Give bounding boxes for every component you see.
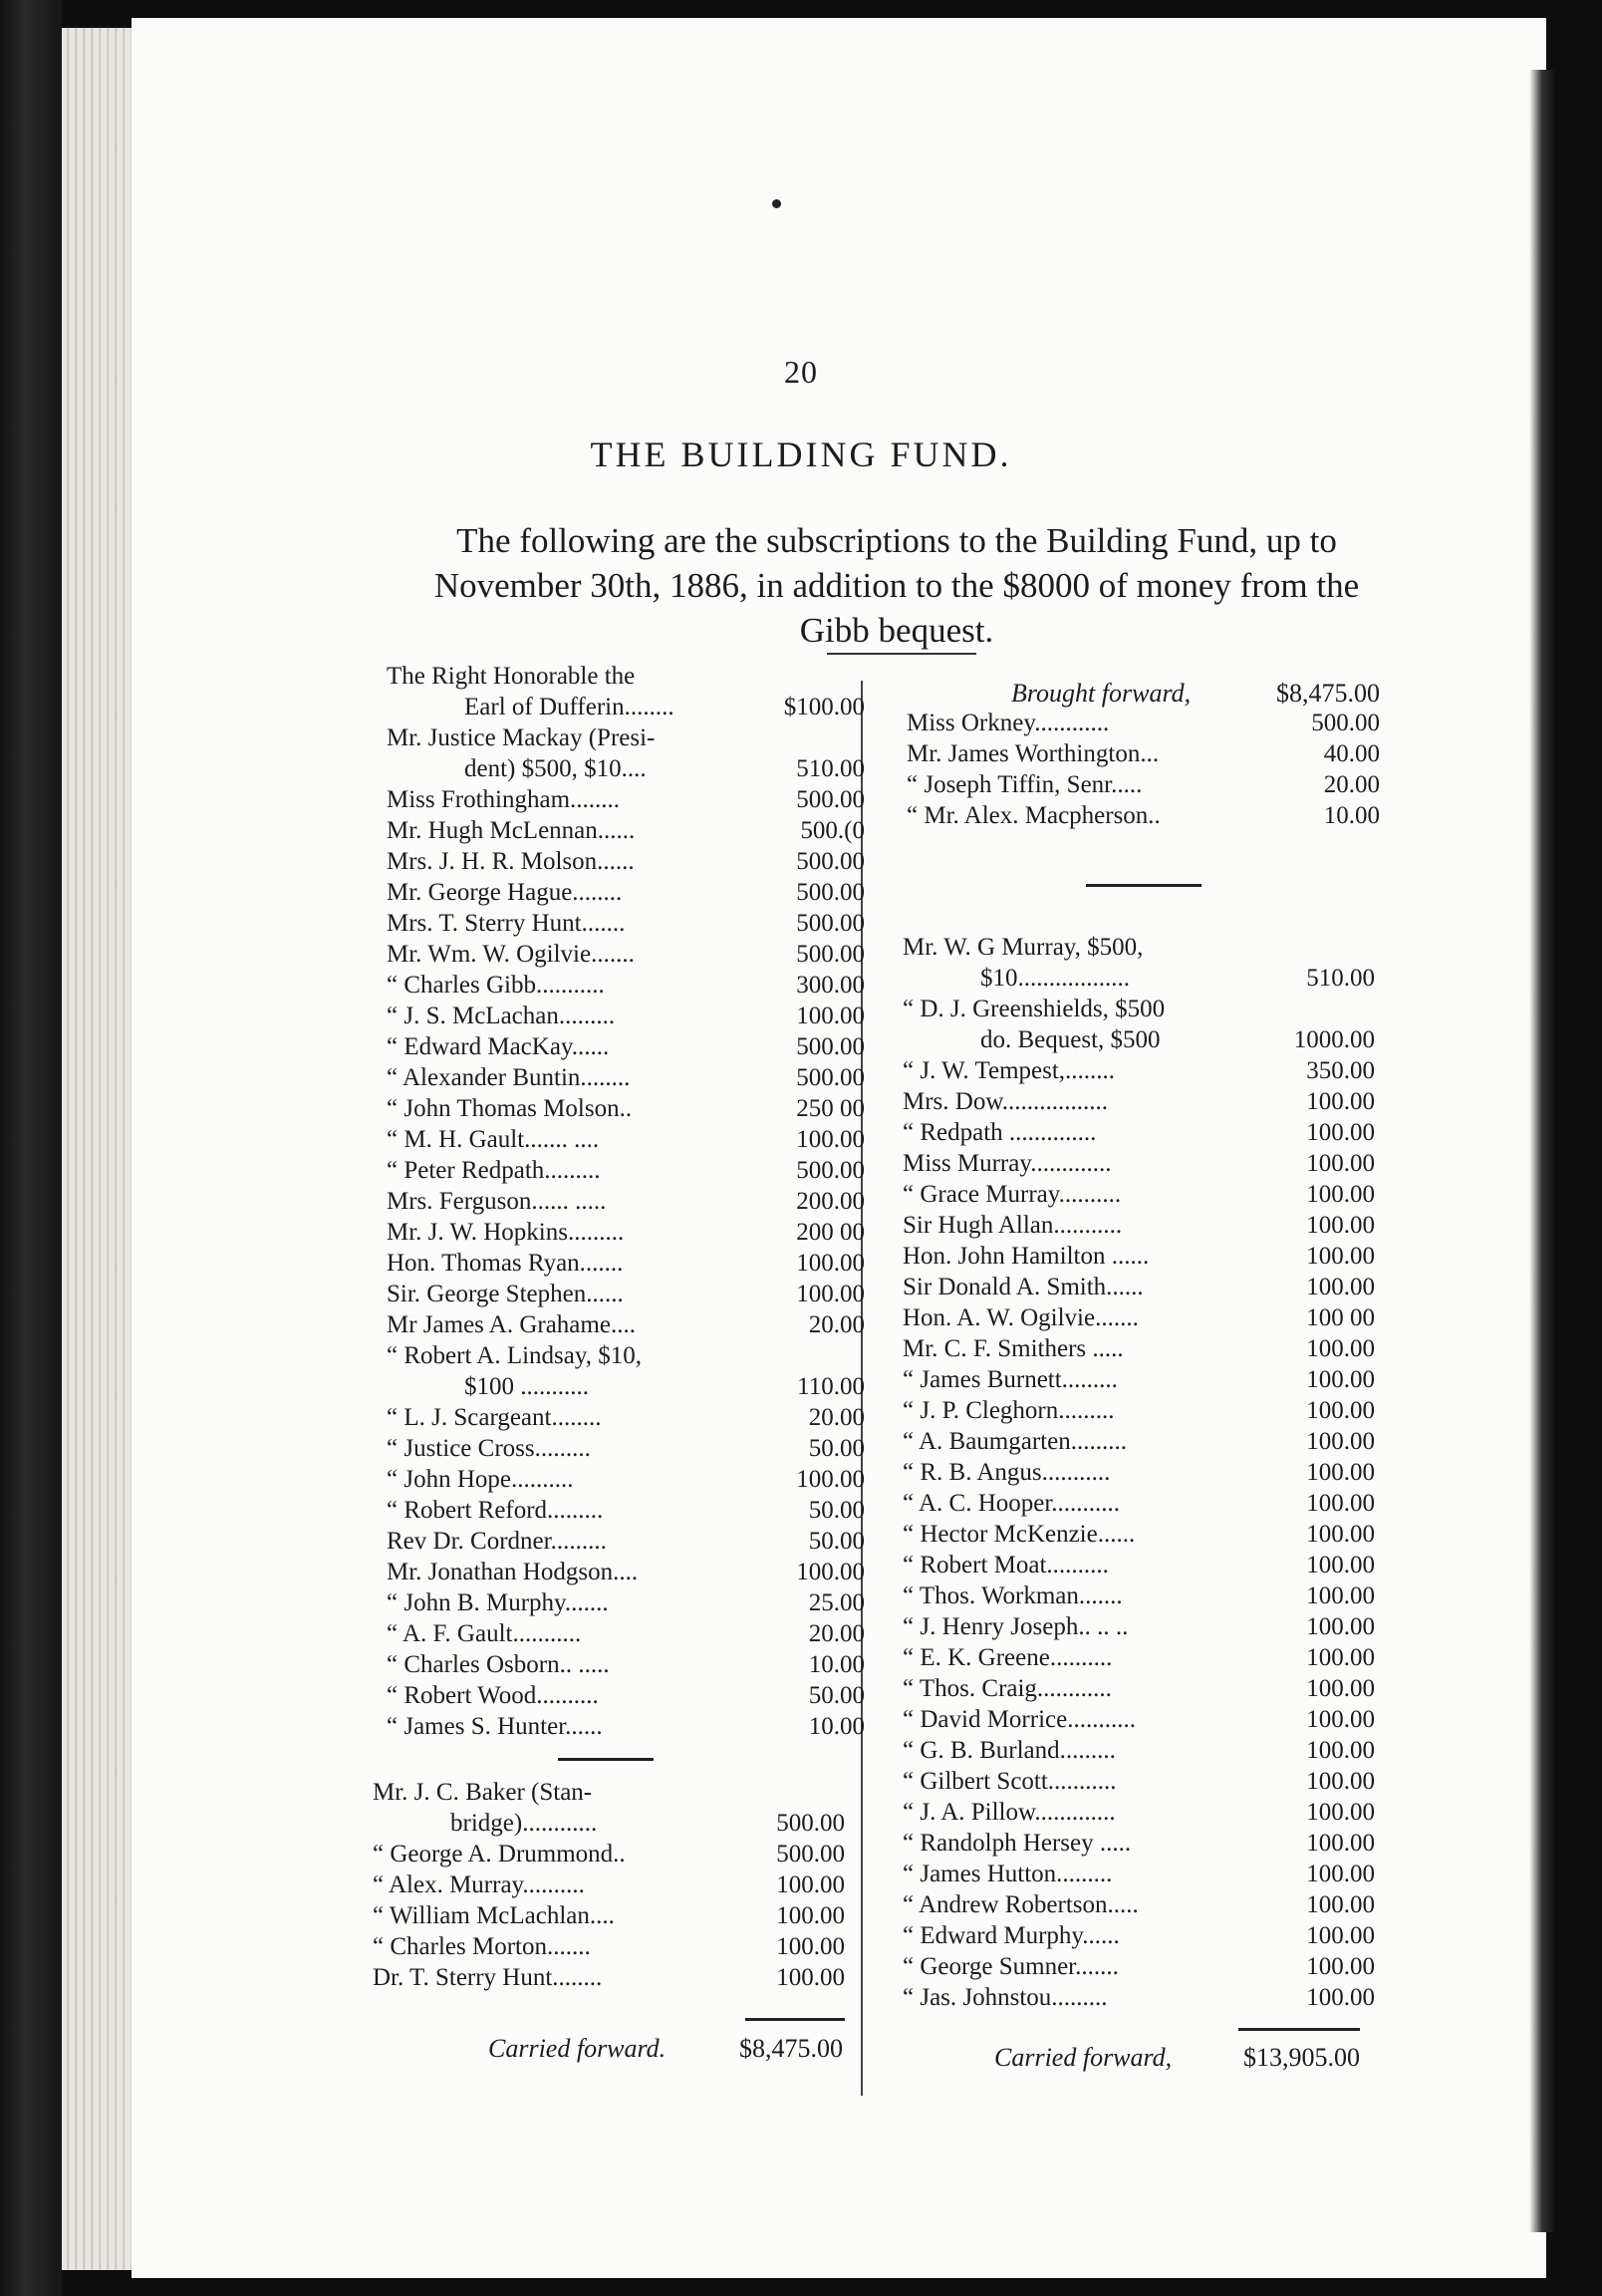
subscriber-name: dent) $500, $10.... [464,755,647,782]
subscriber-name: Mr. J. C. Baker (Stan- [373,1779,593,1806]
subscription-amount: 100.00 [1306,1644,1375,1671]
subscription-amount: 100.00 [1306,1088,1375,1115]
brought-forward-amount: $8,475.00 [1276,679,1380,708]
subscription-amount: 100.00 [796,1250,865,1277]
subscriber-name: “ J. A. Pillow............. [903,1799,1116,1826]
subscription-row [903,1519,1375,1550]
subscription-row [903,1210,1375,1241]
subscriber-name: “ Robert A. Lindsay, $10, [387,1342,642,1369]
subscriber-name: “ James Burnett......... [903,1366,1118,1393]
subscription-amount: 100.00 [1306,1706,1375,1733]
subscription-amount: 100.00 [1306,1922,1375,1949]
subscriber-name: Mr. C. F. Smithers ..... [903,1335,1124,1362]
subscriber-name: do. Bequest, $500 [980,1026,1161,1053]
subscription-row [903,1395,1375,1426]
subscriber-name: “ Edward Murphy...... [903,1922,1120,1949]
subscription-row [903,1673,1375,1704]
intro-rule [827,653,976,655]
subscription-amount: 100.00 [1306,1768,1375,1795]
subscriber-name: “ Robert Reford......... [387,1497,604,1524]
subscriber-name: Earl of Dufferin........ [464,694,674,720]
subscription-row [903,1797,1375,1828]
subscription-amount: 110.00 [797,1373,865,1400]
subscriber-name: “ John Hope.......... [387,1466,574,1493]
subscriber-name: “ Alex. Murray.......... [373,1871,585,1898]
subscription-row [907,708,1380,738]
subscriber-name: “ G. B. Burland......... [903,1737,1116,1764]
subscription-amount: 40.00 [1323,740,1380,767]
subscriber-name: “ Charles Morton....... [373,1933,591,1960]
subscription-amount: $100.00 [783,694,865,720]
subscriber-name: Mr. Jonathan Hodgson.... [387,1559,639,1585]
subscriber-name: “ E. K. Greene.......... [903,1644,1113,1671]
subscription-row [387,1309,865,1340]
subscriber-name: “ James S. Hunter...... [387,1713,603,1740]
gutter-shadow [1529,70,1557,2232]
subscriber-name: “ Edward MacKay...... [387,1033,610,1060]
subscriber-name: Mrs. Dow................. [903,1088,1109,1115]
subscriber-name: “ A. F. Gault........... [387,1620,582,1647]
subscription-amount: 100.00 [796,1003,865,1029]
subscriber-name: Dr. T. Sterry Hunt........ [373,1964,603,1991]
subscription-row [387,1186,865,1217]
subscription-row [387,1649,865,1680]
subscription-amount: 100.00 [796,1466,865,1493]
subscription-row [387,1124,865,1155]
subscription-amount: 50.00 [808,1528,865,1555]
subscription-amount: 100.00 [796,1126,865,1153]
subscription-row [387,1248,865,1279]
subscription-row [387,1062,865,1093]
subscription-amount: 100.00 [1306,1150,1375,1177]
subscription-row [907,800,1380,831]
carried-forward-label: Carried forward. [488,2034,667,2063]
subscription-row [387,1433,865,1464]
subscription-amount: 100.00 [1306,1953,1375,1980]
subscription-amount: 100.00 [1306,1613,1375,1640]
subscriber-name: Mr. W. G Murray, $500, [903,934,1144,961]
subscription-row [373,1962,845,1993]
page-number: 20 [784,354,818,390]
subscription-amount: 100.00 [1306,1830,1375,1857]
subscriber-name: “ J. Henry Joseph.. .. .. [903,1613,1129,1640]
left-section-rule [558,1758,654,1761]
subscriber-name: “ Jas. Johnstou......... [903,1984,1108,2011]
subscription-amount: 50.00 [808,1682,865,1709]
book-spine [0,0,62,2296]
subscriber-name: “ William McLachlan.... [373,1902,615,1929]
subscription-amount: 20.00 [808,1311,865,1338]
subscription-amount: 300.00 [796,972,865,999]
subscription-row [387,1031,865,1062]
subscription-amount: 100.00 [776,1902,845,1929]
subscriber-name: Mrs. T. Sterry Hunt....... [387,910,626,937]
subscription-amount: 100.00 [1306,1861,1375,1887]
subscription-row [373,1900,845,1931]
subscription-row [903,932,1375,963]
subscription-amount: 100.00 [776,1964,845,1991]
subscription-amount: 500.00 [796,1033,865,1060]
right-subscriptions-list-2 [903,932,1375,2013]
subscriber-name: “ Randolph Hersey ..... [903,1830,1132,1857]
carried-forward-amount: $13,905.00 [1243,2043,1360,2072]
subscription-amount: 100.00 [1306,1521,1375,1548]
subscriber-name: “ Joseph Tiffin, Senr..... [907,771,1143,798]
subscriber-name: “ James Hutton......... [903,1861,1113,1887]
subscription-amount: 100.00 [1306,1737,1375,1764]
left-subscriptions-list-2 [373,1777,845,1993]
subscriber-name: Sir. George Stephen...... [387,1281,624,1307]
subscription-row [903,1055,1375,1086]
subscriber-name: Miss Frothingham........ [387,786,621,813]
subscription-row [903,1550,1375,1580]
subscription-row [387,1155,865,1186]
subscription-row [373,1777,845,1808]
subscriber-name: “ A. Baumgarten......... [903,1428,1127,1455]
subscription-row [387,1340,865,1371]
subscription-amount: 100.00 [776,1871,845,1898]
subscription-row [373,1808,845,1839]
subscriber-name: “ George A. Drummond.. [373,1841,626,1867]
subscription-row [903,1859,1375,1889]
subscription-amount: 100 00 [1306,1304,1375,1331]
subscriber-name: Mr. J. W. Hopkins......... [387,1219,625,1246]
subscriber-name: “ Alexander Buntin........ [387,1064,631,1091]
subscriber-name: “ J. P. Cleghorn......... [903,1397,1115,1424]
subscription-row [903,1457,1375,1488]
subscription-amount: 25.00 [808,1589,865,1616]
brought-forward-label: Brought forward, [1011,679,1192,708]
subscription-row [903,1302,1375,1333]
subscriber-name: bridge)............ [450,1810,598,1837]
subscription-row [903,1735,1375,1766]
subscription-amount: 1000.00 [1293,1026,1375,1053]
subscription-amount: 100.00 [776,1933,845,1960]
subscription-amount: 100.00 [1306,1428,1375,1455]
subscriber-name: Mr. Hugh McLennan...... [387,817,636,844]
subscriber-name: Miss Orkney............ [907,710,1110,736]
subscription-amount: 350.00 [1306,1057,1375,1084]
subscription-amount: 100.00 [1306,1366,1375,1393]
subscription-row [387,846,865,877]
subscriber-name: “ L. J. Scargeant........ [387,1404,602,1431]
subscriber-name: Rev Dr. Cordner......... [387,1528,607,1555]
subscription-amount: 50.00 [808,1435,865,1462]
subscriber-name: Mr James A. Grahame.... [387,1311,636,1338]
subscription-row [907,769,1380,800]
subscription-row [387,877,865,908]
subscription-row [903,1426,1375,1457]
subscription-row [387,1371,865,1402]
subscription-amount: 500.00 [1311,710,1380,736]
right-brought-forward [1011,678,1380,709]
carried-forward-label: Carried forward, [994,2043,1173,2072]
subscription-amount: 100.00 [1306,1119,1375,1146]
subscription-row [903,1611,1375,1642]
right-section-rule [1086,884,1202,887]
subscriber-name: “ Charles Osborn.. ..... [387,1651,610,1678]
subscriber-name: “ Hector McKenzie...... [903,1521,1136,1548]
subscription-row [387,1618,865,1649]
subscription-row [903,1024,1375,1055]
subscription-row [387,1402,865,1433]
subscriber-name: “ A. C. Hooper........... [903,1490,1121,1517]
subscription-row [387,1464,865,1495]
subscription-amount: 500.00 [796,1157,865,1184]
subscription-row [903,1766,1375,1797]
subscriber-name: Mr. George Hague........ [387,879,623,906]
subscription-row [903,1272,1375,1302]
subscription-amount: 200.00 [796,1188,865,1215]
subscriber-name: “ Andrew Robertson..... [903,1891,1139,1918]
subscription-amount: 510.00 [796,755,865,782]
subscription-amount: 10.00 [808,1713,865,1740]
carried-forward-amount: $8,475.00 [739,2034,843,2063]
subscription-row [903,1364,1375,1395]
subscription-row [373,1869,845,1900]
subscriber-name: $10.................. [980,965,1130,992]
subscriber-name: “ George Sumner....... [903,1953,1119,1980]
subscriber-name: Hon. A. W. Ogilvie....... [903,1304,1139,1331]
subscription-amount: 500.00 [796,1064,865,1091]
subscription-amount: 500.(0 [800,817,865,844]
subscriber-name: Mrs. J. H. R. Molson...... [387,848,635,875]
subscription-amount: 100.00 [796,1559,865,1585]
left-subscriptions-list [387,661,865,1742]
subscription-row [387,1557,865,1587]
subscription-amount: 100.00 [1306,1552,1375,1578]
subscriber-name: Sir Hugh Allan........... [903,1212,1123,1239]
subscription-amount: 100.00 [1306,1212,1375,1239]
subscription-row [387,1587,865,1618]
subscriber-name: “ J. W. Tempest,........ [903,1057,1116,1084]
subscription-row [903,1117,1375,1148]
subscriber-name: “ Thos. Craig............ [903,1675,1112,1702]
page-title: THE BUILDING FUND. [590,434,1012,474]
subscription-row [903,1580,1375,1611]
subscription-row [903,1241,1375,1272]
subscriber-name: “ Robert Wood.......... [387,1682,599,1709]
subscription-amount: 100.00 [1306,1335,1375,1362]
subscriber-name: “ R. B. Angus........... [903,1459,1111,1486]
subscription-amount: 500.00 [796,879,865,906]
subscription-row [373,1839,845,1869]
subscription-row [903,1920,1375,1951]
right-carried-forward [994,2042,1360,2073]
subscriber-name: Mr. Wm. W. Ogilvie....... [387,941,635,968]
subscription-amount: 500.00 [776,1841,845,1867]
subscription-row [903,1179,1375,1210]
subscription-amount: 20.00 [808,1404,865,1431]
subscriber-name: $100 ........... [464,1373,589,1400]
subscription-amount: 250 00 [796,1095,865,1122]
subscriber-name: “ D. J. Greenshields, $500 [903,996,1166,1022]
subscriber-name: “ David Morrice........... [903,1706,1136,1733]
subscription-amount: 100.00 [1306,1984,1375,2011]
subscription-amount: 100.00 [1306,1490,1375,1517]
subscription-amount: 100.00 [1306,1799,1375,1826]
subscription-row [387,1217,865,1248]
subscription-amount: 100.00 [1306,1459,1375,1486]
subscriber-name: “ Gilbert Scott........... [903,1768,1117,1795]
subscription-amount: 500.00 [796,941,865,968]
subscription-row [903,1704,1375,1735]
subscription-row [387,1711,865,1742]
subscription-row [387,722,865,753]
intro-paragraph: The following are the subscriptions to the Building Fund, up to November 30th, 1886, in addition to the $8000 of money from the Gibb bequest. [433,521,1360,650]
subscription-amount: 10.00 [1323,802,1380,829]
subscription-row [903,1982,1375,2013]
subscription-amount: 100.00 [1306,1891,1375,1918]
subscription-amount: 20.00 [808,1620,865,1647]
subscription-row [387,1093,865,1124]
subscription-amount: 500.00 [796,848,865,875]
subscription-row [903,994,1375,1024]
left-carried-forward [488,2033,843,2064]
subscription-amount: 500.00 [796,910,865,937]
subscription-amount: 100.00 [796,1281,865,1307]
subscription-row [903,1488,1375,1519]
subscription-amount: 20.00 [1323,771,1380,798]
subscription-amount: 510.00 [1306,965,1375,992]
subscription-row [903,1889,1375,1920]
subscriber-name: “ Peter Redpath......... [387,1157,601,1184]
subscriber-name: Miss Murray............. [903,1150,1112,1177]
subscriber-name: Sir Donald A. Smith...... [903,1274,1144,1300]
subscription-amount: 200 00 [796,1219,865,1246]
subscription-row [387,1680,865,1711]
subscription-row [903,963,1375,994]
subscriber-name: “ John Thomas Molson.. [387,1095,633,1122]
subscription-row [387,692,865,722]
subscription-amount: 500.00 [796,786,865,813]
ink-dot [772,199,781,208]
subscriber-name: “ Mr. Alex. Macpherson.. [907,802,1161,829]
subscription-amount: 500.00 [776,1810,845,1837]
subscriber-name: “ Thos. Workman....... [903,1582,1123,1609]
subscription-row [903,1642,1375,1673]
subscription-row [903,1148,1375,1179]
subscription-amount: 10.00 [808,1651,865,1678]
subscription-row [373,1931,845,1962]
subscriber-name: “ Charles Gibb........... [387,972,605,999]
subscription-row [387,753,865,784]
right-total-rule [1238,2028,1360,2031]
subscriber-name: “ J. S. McLachan......... [387,1003,616,1029]
subscriber-name: “ M. H. Gault....... .... [387,1126,600,1153]
subscriber-name: The Right Honorable the [387,663,636,690]
subscription-amount: 100.00 [1306,1274,1375,1300]
subscription-row [903,1333,1375,1364]
subscriber-name: “ John B. Murphy....... [387,1589,609,1616]
subscriber-name: Mr. Justice Mackay (Presi- [387,724,656,751]
subscriber-name: “ Grace Murray.......... [903,1181,1122,1208]
subscription-amount: 100.00 [1306,1243,1375,1270]
subscription-amount: 100.00 [1306,1181,1375,1208]
subscriber-name: Hon. John Hamilton ...... [903,1243,1150,1270]
subscription-row [903,1086,1375,1117]
subscription-row [387,939,865,970]
subscriber-name: Hon. Thomas Ryan....... [387,1250,624,1277]
right-subscriptions-list [907,708,1380,831]
subscriber-name: Mr. James Worthington... [907,740,1160,767]
subscription-row [907,738,1380,769]
subscription-row [387,1526,865,1557]
subscriber-name: “ Justice Cross......... [387,1435,591,1462]
subscription-row [387,1495,865,1526]
subscription-row [903,1951,1375,1982]
subscriber-name: Mrs. Ferguson...... ..... [387,1188,607,1215]
subscription-row [387,908,865,939]
subscription-row [903,1828,1375,1859]
subscription-row [387,970,865,1001]
subscription-amount: 100.00 [1306,1397,1375,1424]
subscriber-name: “ Robert Moat.......... [903,1552,1109,1578]
subscription-row [387,1001,865,1031]
subscription-row [387,784,865,815]
left-total-rule [745,2018,845,2021]
subscription-amount: 100.00 [1306,1582,1375,1609]
subscriber-name: “ Redpath .............. [903,1119,1097,1146]
subscription-row [387,815,865,846]
subscription-row [387,661,865,692]
subscription-row [387,1279,865,1309]
subscription-amount: 100.00 [1306,1675,1375,1702]
subscription-amount: 50.00 [808,1497,865,1524]
